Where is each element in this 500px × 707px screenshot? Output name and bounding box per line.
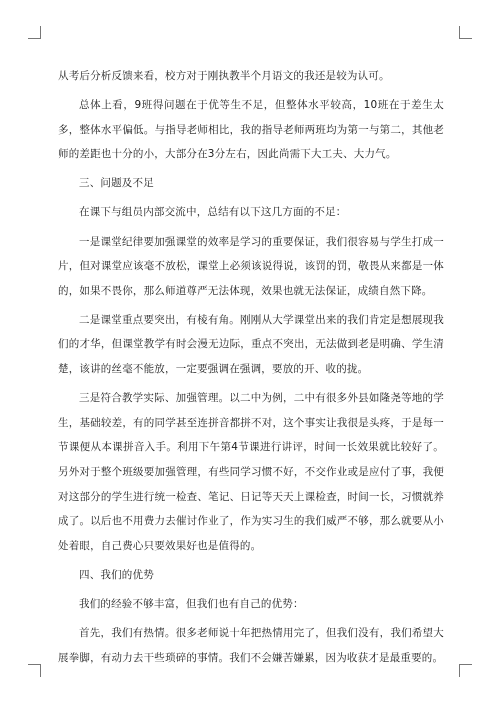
paragraph-5: 二是课堂重点要突出，有棱有角。刚刚从大学课堂出来的我们肯定是想展现我们的才华，但课堂教学有时会漫无边际，重点不突出，无法做到老是明确、学生清楚，该讲的丝毫不能放，一定要强调在强调，要放的开、收的拢。: [58, 313, 444, 376]
paragraph-4: 一是课堂纪律要加强课堂的效率是学习的重要保证，我们很容易与学生打成一片，但对课堂应该毫不放松，课堂上必须该说得说，该罚的罚，敬畏从来都是一体的，如果不畏你，那么师道尊严无法体现，效果也就无法保证，成绩自然下降。: [58, 235, 444, 297]
crop-mark-top-left: [28, 26, 41, 39]
document-body: [58, 64, 444, 675]
paragraph-6: 三是符合教学实际、加强管理。以二中为例，二中有很多外县如隆尧等地的学生，基础较差，有的同学甚至连拼音都拼不对，这个事实让我很是头疼，于是每一节课便从本课拼音入手。利用下午第4节课进行讲评，时间一长效果就比较好了。另外对于整个班级要加强管理，有些同学习惯不好，不交作业或是应付了事，我便对这部分的学生进行统一检查、笔记、日记等天天上课检查，时间一长，习惯就养成了。以后也不用费力去催讨作业了，作为实习生的我们威严不够，那么就要从小处着眼，自己费心只要效果好也是值得的。: [58, 392, 444, 552]
paragraph-3: 在课下与组员内部交流中，总结有以下这几方面的不足：: [79, 206, 347, 219]
section-heading-problems: 三、问题及不足: [79, 177, 154, 190]
paragraph-8: 首先，我们有热情。很多老师说十年把热情用完了，但我们没有，我们希望大展拳脚，有动力去干些琐碎的事情。我们不会嫌苦嫌累，因为收获才是最重要的。: [58, 626, 444, 664]
section-heading-advantages: 四、我们的优势: [79, 568, 154, 581]
paragraph-1: 从考后分析反馈来看，校方对于刚执教半个月语文的我还是较为认可。: [58, 70, 390, 82]
paragraph-7: 我们的经验不够丰富，但我们也有自己的优势：: [79, 597, 304, 610]
crop-mark-bottom-right: [459, 664, 472, 677]
crop-mark-bottom-left: [28, 664, 41, 677]
crop-mark-top-right: [459, 26, 472, 39]
paragraph-2: 总体上看，9班得问题在于优等生不足，但整体水平较高，10班在于差生太多，整体水平偏低。与指导老师相比，我的指导老师两班均为第一与第二，其他老师的差距也十分的小，大部分在3分左右，因此尚需下大工夫、大力气。: [58, 99, 444, 161]
